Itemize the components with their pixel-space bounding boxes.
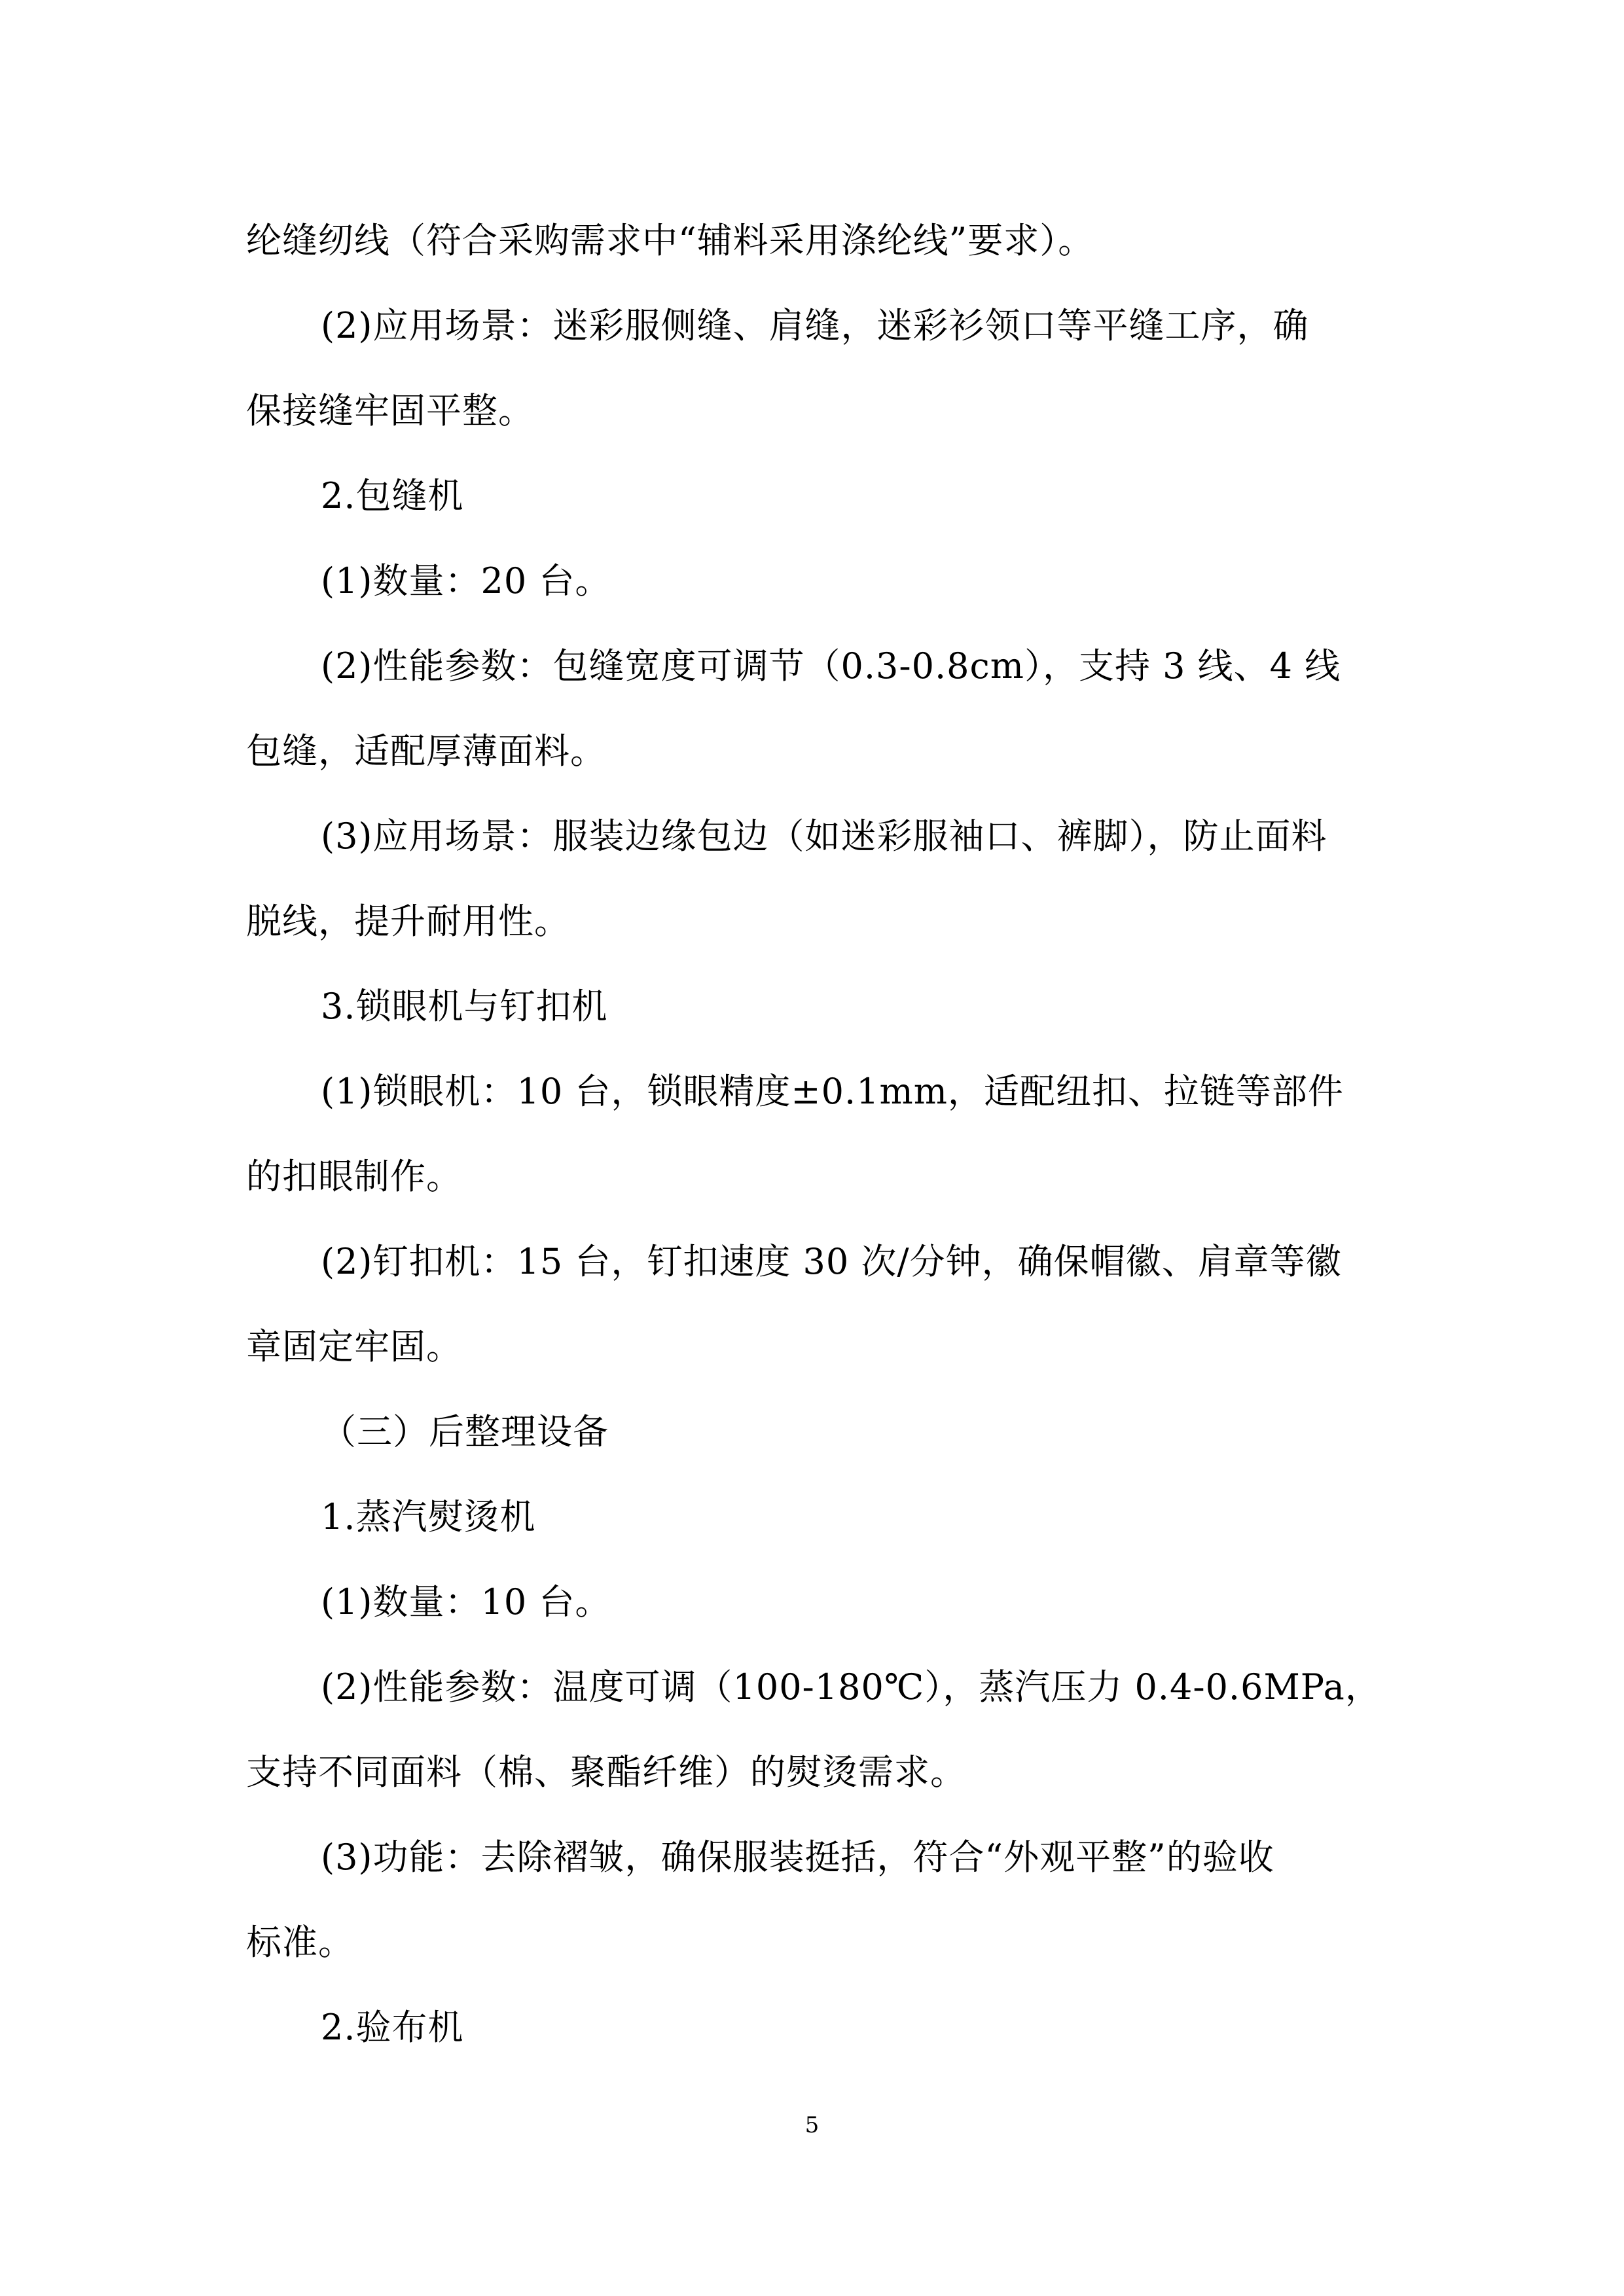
text-line: 脱线，提升耐用性。 <box>246 901 570 942</box>
text-line: 章固定牢固。 <box>246 1326 462 1367</box>
text-line: 的扣眼制作。 <box>246 1156 462 1197</box>
text-line: 包缝，适配厚薄面料。 <box>246 730 606 772</box>
text-line: 纶缝纫线（符合采购需求中“辅料采用涤纶线”要求）。 <box>246 220 1094 261</box>
page-number: 5 <box>804 2112 820 2138</box>
section-heading: 3.锁眼机与钉扣机 <box>321 986 608 1027</box>
text-line: (2)钉扣机：15 台，钉扣速度 30 次/分钟，确保帽徽、肩章等徽 <box>321 1241 1342 1282</box>
section-heading: 2.包缝机 <box>321 475 464 516</box>
text-line: (1)数量：20 台。 <box>321 560 611 601</box>
text-line: (2)性能参数：温度可调（100-180℃），蒸汽压力 0.4-0.6MPa， <box>321 1666 1381 1708</box>
section-heading: （三）后整理设备 <box>321 1411 609 1452</box>
text-line: 支持不同面料（棉、聚酯纤维）的熨烫需求。 <box>246 1751 966 1793</box>
section-heading: 1.蒸汽熨烫机 <box>321 1496 536 1537</box>
text-line: 标准。 <box>246 1922 354 1963</box>
text-line: (3)功能：去除褶皱，确保服装挺括，符合“外观平整”的验收 <box>321 1837 1274 1878</box>
text-line: (1)数量：10 台。 <box>321 1581 611 1623</box>
text-line: (2)应用场景：迷彩服侧缝、肩缝，迷彩衫领口等平缝工序，确 <box>321 305 1309 346</box>
text-line: (3)应用场景：服装边缘包边（如迷彩服袖口、裤脚），防止面料 <box>321 816 1327 857</box>
section-heading: 2.验布机 <box>321 2007 464 2048</box>
text-line: 保接缝牢固平整。 <box>246 390 534 431</box>
text-line: (2)性能参数：包缝宽度可调节（0.3-0.8cm），支持 3 线、4 线 <box>321 645 1341 687</box>
text-line: (1)锁眼机：10 台，锁眼精度±0.1mm，适配纽扣、拉链等部件 <box>321 1071 1344 1112</box>
